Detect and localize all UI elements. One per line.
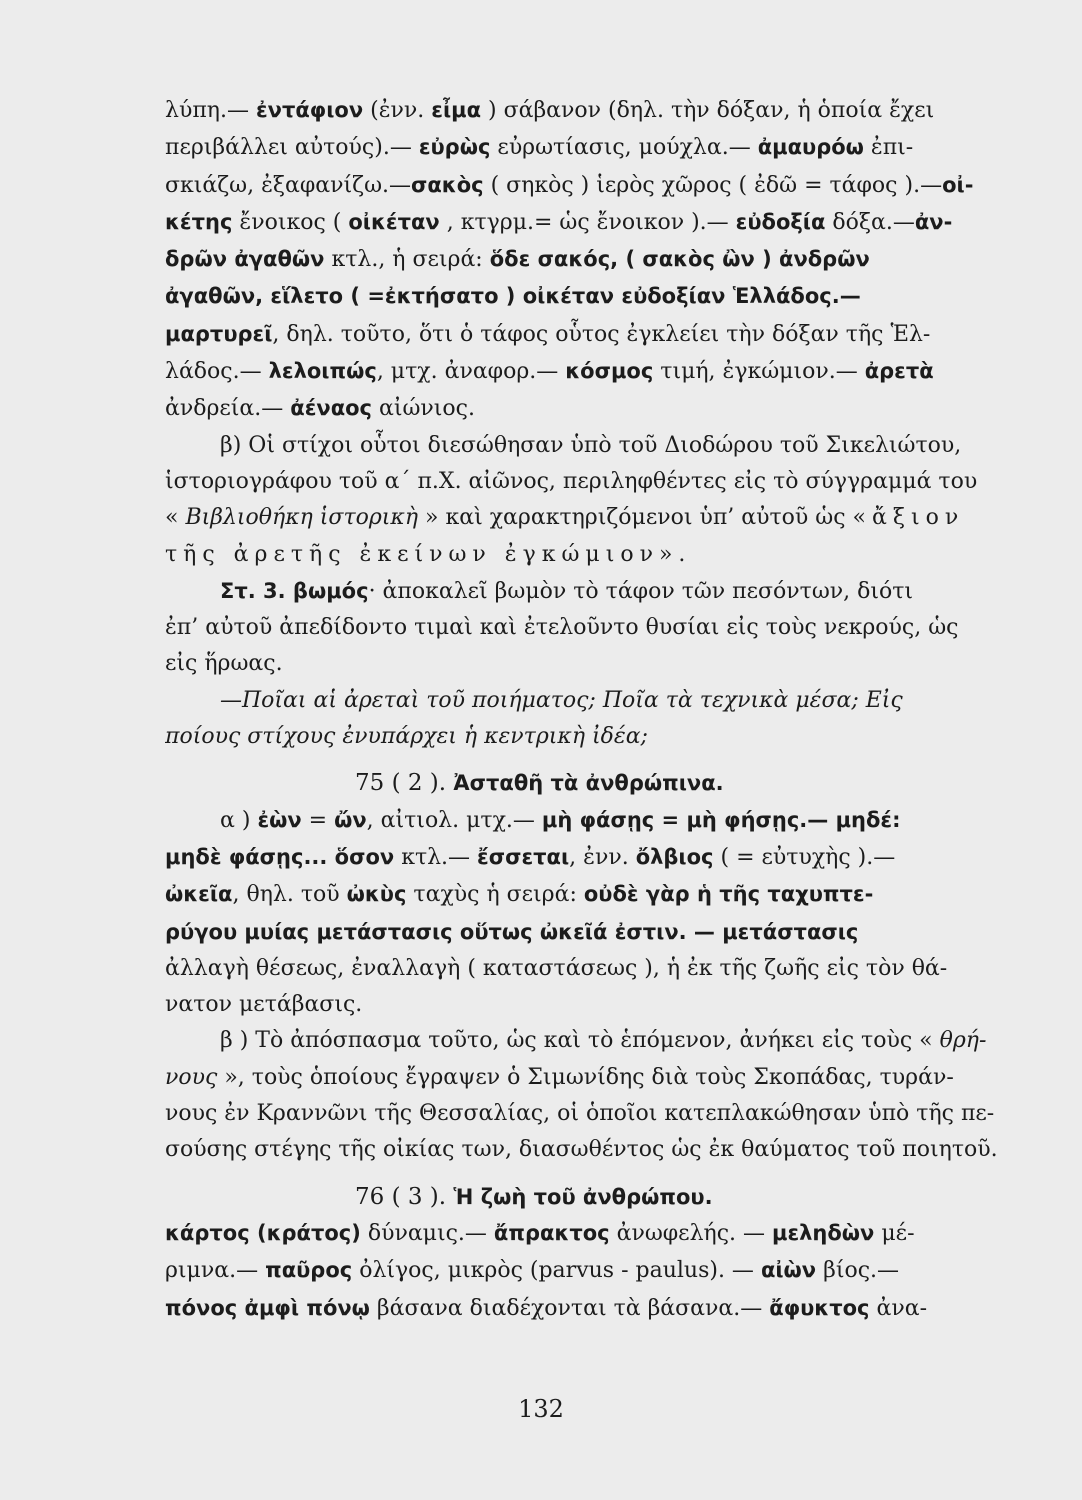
text-run: μαρτυρεῖ	[165, 321, 273, 346]
text-run: μεληδὼν	[772, 1220, 875, 1245]
text-run: », τοὺς ὁποίους ἔγραψεν ὁ Σιμωνίδης διὰ τοὺς Σκοπάδας, τυράν-	[217, 1064, 954, 1090]
text-run: 75 ( 2 ).	[355, 770, 454, 797]
text-run: εὐδοξία	[735, 209, 826, 234]
text-run: μέ-	[874, 1220, 915, 1246]
text-run: ἀμαυρόω	[757, 135, 864, 160]
text-run: ἔσσεται	[477, 844, 570, 869]
text-run: σούσης στέγης τῆς οἰκίας των, διασωθέντος ὡς ἐκ θαύματος τοῦ ποιητοῦ.	[165, 1137, 998, 1163]
text-line	[165, 1252, 1027, 1289]
text-run: Στ. 3. βωμός	[220, 578, 369, 603]
text-line	[165, 464, 1027, 500]
text-run: , αἰτιολ. μτχ.—	[366, 807, 542, 833]
text-run: ἄπρακτος	[493, 1220, 610, 1245]
text-line	[165, 129, 1027, 166]
text-run: ριμνα.—	[165, 1258, 266, 1284]
text-run: ρύγου μυίας μετάστασις οὕτως ὠκεῖά ἐστιν. — μετάστασις	[165, 919, 859, 944]
text-run: ἀγαθῶν, εἵλετο ( =ἐκτήσατο ) οἰκέταν εὐδοξίαν Ἑλλάδος.—	[165, 284, 861, 309]
text-line	[165, 278, 1027, 315]
text-line	[165, 92, 1027, 129]
text-run: λελοιπώς	[268, 359, 377, 384]
text-run: οἰκέταν	[348, 209, 440, 234]
text-run: νους	[165, 1064, 218, 1090]
text-run: ἄφυκτος	[769, 1295, 870, 1320]
text-run: Ἀσταθῆ τὰ ἀνθρώπινα.	[453, 771, 724, 796]
text-run: δρῶν ἀγαθῶν	[165, 247, 325, 272]
page-text	[165, 92, 1027, 1327]
text-run: Βιβλιοθήκη ἱστορικὴ	[185, 505, 419, 531]
text-run: ἐπι-	[863, 135, 914, 161]
text-run: ) σάβανον (δηλ. τὴν δόξαν, ἡ ὁποία ἔχει	[481, 98, 935, 123]
text-run: οἰ-	[942, 172, 974, 197]
text-run: κτλ.—	[394, 844, 478, 870]
text-line	[165, 683, 1027, 719]
text-run: ἀλλαγὴ θέσεως, ἐναλλαγὴ ( καταστάσεως ), ἡ ἐκ τῆς ζωῆς εἰς τὸν θά-	[165, 955, 948, 981]
text-line	[165, 390, 1027, 427]
text-run: δόξα.—	[825, 209, 915, 235]
text-run: ἱστοριογράφου τοῦ α΄ π.Χ. αἰῶνος, περιληφθέντες εἰς τὸ σύγγραμμά του	[165, 468, 978, 494]
text-line	[165, 755, 1027, 765]
text-run: ἀνδρεία.—	[165, 396, 291, 422]
text-run: ἐντάφιον	[255, 98, 364, 122]
text-run: εἰς ἥρωας.	[165, 651, 283, 677]
text-run: (ἐνν.	[363, 98, 432, 123]
text-run: ὀλίγος, μικρὸς (parvus - paulus). —	[352, 1258, 761, 1284]
text-run: ἀνωφελής. —	[609, 1220, 772, 1246]
text-run: βάσανα διαδέχονται τὰ βάσανα.—	[369, 1295, 770, 1321]
text-line	[165, 839, 1027, 876]
text-run: λύπη.—	[165, 98, 256, 123]
text-run: , δηλ. τοῦτο, ὅτι ὁ τάφος οὗτος ἐγκλείει τὴν δόξαν τῆς Ἑλ-	[272, 321, 931, 347]
text-run: κάρτος (κράτος)	[165, 1220, 361, 1245]
text-run: δύναμις.—	[360, 1220, 494, 1246]
text-line	[165, 500, 1027, 536]
text-run: Ἡ ζωὴ τοῦ ἀνθρώπου.	[453, 1184, 713, 1209]
text-line	[165, 987, 1027, 1023]
text-line	[165, 204, 1027, 241]
text-run: οὐδὲ γὰρ ἡ τῆς ταχυπτε-	[583, 882, 874, 907]
text-run: ὄλβιος	[635, 844, 714, 869]
text-run: ταχὺς ἡ σειρά:	[406, 882, 584, 908]
text-run: ὠκεῖα	[165, 882, 233, 907]
text-run: —Ποῖαι αἱ ἀρεταὶ τοῦ ποιήματος; Ποῖα τὰ τεχνικὰ μέσα; Εἰς	[220, 687, 903, 713]
text-run: βίος.—	[816, 1258, 900, 1284]
text-run: α )	[220, 807, 258, 833]
text-run: αἰὼν	[760, 1258, 817, 1283]
text-line	[165, 1132, 1027, 1168]
text-run: ὠκὺς	[346, 882, 407, 907]
text-run: θρή-	[939, 1028, 987, 1054]
text-line	[165, 1023, 1027, 1059]
text-run: =	[301, 807, 335, 833]
text-line	[165, 1215, 1027, 1252]
text-run: λάδος.—	[165, 359, 269, 385]
text-line	[165, 610, 1027, 646]
text-run: ἔνοικος (	[232, 209, 349, 235]
page-number: 132	[518, 1395, 564, 1423]
text-run: τιμή, ἐγκώμιον.—	[653, 359, 865, 385]
text-run: κτλ., ἡ σειρά:	[324, 247, 490, 273]
text-run: · ἀποκαλεῖ βωμὸν τὸ τάφον τῶν πεσόντων, διότι	[368, 578, 914, 604]
text-run: ( σηκὸς ) ἱερὸς χῶρος ( ἐδῶ = τάφος ).—	[483, 172, 943, 198]
text-run: ὅδε σακός, ( σακὸς ὢν ) ἀνδρῶν	[489, 247, 870, 272]
text-run: «	[165, 505, 186, 531]
text-run: ἀέναος	[290, 396, 373, 421]
text-run: β ) Τὸ ἀπόσπασμα τοῦτο, ὡς καὶ τὸ ἑπόμενον, ἀνήκει εἰς τοὺς «	[220, 1028, 940, 1054]
text-line	[165, 428, 1027, 464]
text-run: » καὶ χαρακτηριζόμενοι ὑπ’ αὐτοῦ ὡς	[418, 505, 853, 531]
text-run: ποίους στίχους ἐνυπάρχει ἡ κεντρικὴ ἰδέα;	[165, 724, 648, 750]
text-run: πόνος ἀμφὶ πόνῳ	[165, 1295, 370, 1320]
text-run: β) Οἱ στίχοι οὗτοι διεσώθησαν ὑπὸ τοῦ Διοδώρου τοῦ Σικελιώτου,	[220, 432, 962, 458]
text-run: 76 ( 3 ).	[355, 1183, 454, 1210]
text-run: ἐπ’ αὐτοῦ ἀπεδίδοντο τιμαὶ καὶ ἐτελοῦντο θυσίαι εἰς τοὺς νεκρούς, ὡς	[165, 615, 959, 641]
text-run: νατον μετάβασις.	[165, 992, 363, 1018]
text-run: ἐὼν	[257, 807, 302, 832]
text-run: σακὸς	[411, 172, 484, 197]
text-run: εὐρὼς	[418, 135, 491, 160]
text-line	[165, 167, 1027, 204]
text-line	[165, 1096, 1027, 1132]
text-run: κέτης	[165, 209, 233, 234]
text-run: εἶμα	[431, 98, 482, 122]
text-run: μὴ φάσῃς = μὴ φήσῃς.— μηδέ:	[541, 807, 901, 832]
text-line	[165, 573, 1027, 610]
text-line	[165, 802, 1027, 839]
text-run: εὐρωτίασις, μούχλα.—	[490, 135, 758, 161]
text-run: ὤν	[334, 807, 367, 832]
text-line	[165, 719, 1027, 755]
text-line	[165, 914, 1027, 951]
text-run: , ἐνν.	[569, 844, 636, 870]
text-run: νους ἐν Κραννῶνι τῆς Θεσσαλίας, οἱ ὁποῖοι κατεπλακώθησαν ὑπὸ τῆς πε-	[165, 1101, 995, 1127]
text-line	[165, 1169, 1027, 1179]
text-run: ἀρετὰ	[864, 359, 934, 384]
text-run: μηδὲ φάσῃς... ὅσον	[165, 844, 395, 869]
text-line	[165, 1290, 1027, 1327]
text-line	[165, 876, 1027, 913]
text-run: περιβάλλει αὐτούς).—	[165, 135, 419, 161]
text-run: , μτχ. ἀναφορ.—	[376, 359, 566, 385]
text-line	[165, 316, 1027, 353]
text-run: «ἄξιον	[852, 505, 965, 531]
text-run: ἀνα-	[869, 1295, 928, 1321]
text-run: κόσμος	[565, 359, 654, 384]
text-line	[165, 537, 1027, 573]
text-line	[165, 241, 1027, 278]
text-line	[165, 765, 1027, 801]
text-run: σκιάζω, ἐξαφανίζω.—	[165, 172, 411, 198]
text-line	[165, 646, 1027, 682]
text-line	[165, 951, 1027, 987]
text-run: , κτγρμ.= ὡς ἔνοικον ).—	[439, 209, 736, 235]
text-run: παῦρος	[265, 1258, 353, 1283]
text-run: αἰώνιος.	[372, 396, 475, 422]
text-line	[165, 1179, 1027, 1215]
text-run: , θηλ. τοῦ	[232, 882, 347, 908]
text-run: ( = εὐτυχὴς ).—	[713, 844, 896, 870]
text-line	[165, 1060, 1027, 1096]
text-line	[165, 353, 1027, 390]
text-run: ἀν-	[914, 209, 953, 234]
text-run: τῆς ἀρετῆς ἐκείνων ἐγκώμιον».	[165, 541, 692, 567]
